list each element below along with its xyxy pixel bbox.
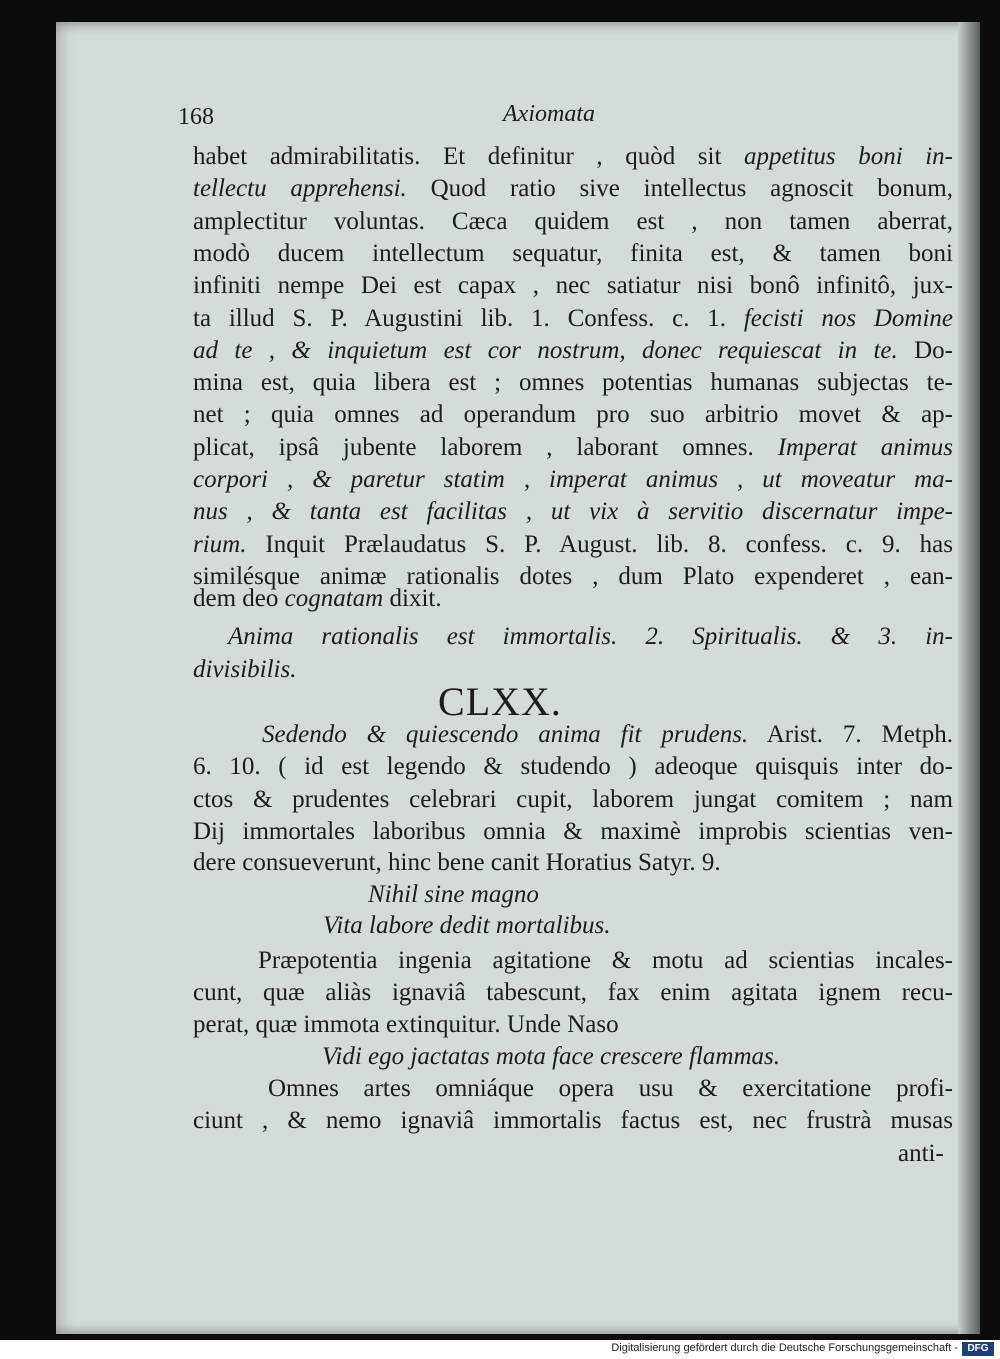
text-run: Do- <box>897 336 953 364</box>
text-run: fecisti nos Domine <box>743 304 953 332</box>
text-run: net ; quia omnes ad operandum pro suo arbitrio movet & ap- <box>193 401 953 429</box>
text-line <box>193 431 953 464</box>
text-line <box>193 334 953 367</box>
text-run: Inquit Prælaudatus S. P. August. lib. 8. confess. c. 9. has <box>246 530 953 558</box>
text-line <box>262 718 953 751</box>
text-run: Quod ratio sive intellectus agnoscit bonum, <box>406 175 953 203</box>
text-run: plicat, ipsâ jubente laborem , laborant omnes. <box>193 433 778 461</box>
text-line <box>193 237 953 270</box>
text-line <box>258 944 953 977</box>
text-line <box>193 783 953 816</box>
text-line <box>268 1072 953 1105</box>
text-line <box>193 582 473 615</box>
text-run: mina est, quia libera est ; omnes potentias humanas subjectas te- <box>193 369 953 397</box>
text-run: Omnes artes omniáque opera usu & exercitatione profi- <box>268 1075 953 1102</box>
text-run: Præpotentia ingenia agitatione & motu ad scientias incales- <box>258 947 953 974</box>
text-line <box>193 750 953 783</box>
footer-bar <box>0 1341 1000 1359</box>
text-line <box>193 366 953 399</box>
text-run: amplectitur voluntas. Cæca quidem est , non tamen aberrat, <box>193 207 953 235</box>
text-run: Dij immortales laboribus omnia & maximè improbis scientias ven- <box>193 817 953 845</box>
catchword: anti- <box>898 1140 944 1167</box>
text-run: similésque animæ rationalis dotes , dum Plato expenderet , ean- <box>193 562 953 590</box>
text-line <box>193 205 953 238</box>
text-run: ta illud S. P. Augustini lib. 1. Confess. c. 1. <box>193 304 744 332</box>
text-run: ad te , & inquietum est cor nostrum, donec requiescat in te. <box>193 336 898 364</box>
text-run: cunt, quæ aliàs ignaviâ tabescunt, fax enim agitata ignem recu- <box>193 979 953 1007</box>
section-heading: CLXX. <box>438 679 562 724</box>
text-run: habet admirabilitatis. Et definitur , quòd sit <box>193 143 744 170</box>
text-line <box>193 140 953 173</box>
text-run: Sedendo & quiescendo anima fit prudens. <box>262 721 749 748</box>
text-run: cognatam <box>284 585 384 612</box>
quote-line: Nihil sine magno <box>368 881 539 908</box>
text-run: Arist. 7. Metph. <box>748 721 953 748</box>
running-head: Axiomata <box>503 101 595 127</box>
axiom-line: divisibilis. <box>193 656 297 683</box>
footer-credit: Digitalisierung gefördert durch die Deutsche Forschungsgemeinschaft - <box>611 1342 958 1354</box>
text-run: corpori , & paretur statim , imperat animus , ut moveatur ma- <box>193 466 953 493</box>
text-run: tellectu apprehensi. <box>193 175 407 203</box>
text-run: nus , & tanta est facilitas , ut vix à servitio discernatur impe- <box>193 498 953 526</box>
text-run: rium. <box>193 530 247 558</box>
axiom-line: Anima rationalis est immortalis. 2. Spiritualis. & 3. in- <box>228 623 953 650</box>
quote-line: Vidi ego jactatas mota face crescere flammas. <box>322 1043 780 1070</box>
text-line <box>193 495 953 528</box>
text-line <box>193 463 953 496</box>
text-line <box>193 269 953 302</box>
text-run: appetitus boni in- <box>743 143 953 170</box>
text-line <box>193 398 953 431</box>
page-number: 168 <box>178 104 214 130</box>
text-run: ctos & prudentes celebrari cupit, laborem jungat comitem ; nam <box>193 785 953 813</box>
text-line <box>193 172 953 205</box>
text-run: dem deo <box>193 585 285 612</box>
text-run: infiniti nempe Dei est capax , nec satiatur nisi bonô infinitô, jux- <box>193 272 953 300</box>
text-line <box>193 302 953 335</box>
text-line <box>193 528 953 561</box>
text-line: dere consueverunt, hinc bene canit Horatius Satyr. 9. <box>193 849 721 876</box>
text-line <box>193 815 953 848</box>
text-line <box>193 976 953 1009</box>
text-run: ciunt , & nemo ignaviâ immortalis factus est, nec frustrà musas <box>193 1107 953 1135</box>
text-run: Imperat animus <box>777 433 953 461</box>
text-run: modò ducem intellectum sequatur, finita est, & tamen boni <box>193 239 953 267</box>
quote-line: Vita labore dedit mortalibus. <box>323 912 611 939</box>
text-line <box>193 1104 953 1137</box>
dfg-logo: DFG <box>962 1342 994 1356</box>
text-run: dixit. <box>383 585 442 612</box>
text-line: perat, quæ immota extinquitur. Unde Naso <box>193 1011 619 1038</box>
text-run: 6. 10. ( id est legendo & studendo ) adeoque quisquis inter do- <box>193 753 953 781</box>
